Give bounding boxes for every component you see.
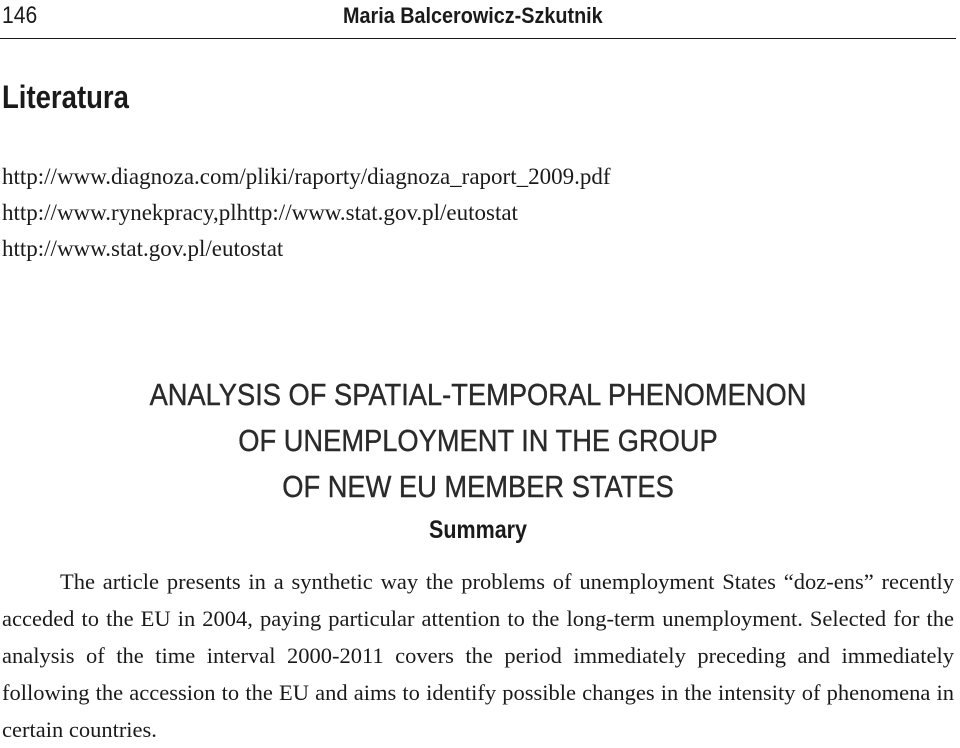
- reference-item: http://www.rynekpracy,plhttp://www.stat.gov.pl/eutostat: [2, 200, 518, 225]
- reference-list: [2, 159, 611, 267]
- literature-heading: Literatura: [2, 79, 129, 115]
- article-title-line: ANALYSIS OF SPATIAL-TEMPORAL PHENOMENON: [149, 377, 807, 412]
- article-title-line: OF UNEMPLOYMENT IN THE GROUP: [238, 423, 718, 458]
- page-number: 146: [2, 2, 38, 29]
- running-head-author: Maria Balcerowicz-Szkutnik: [343, 3, 603, 28]
- article-title: [0, 372, 956, 510]
- reference-item: http://www.diagnoza.com/pliki/raporty/diagnoza_raport_2009.pdf: [2, 164, 611, 189]
- summary-paragraph: The article presents in a synthetic way the problems of unemployment States “doz-ens” recently acceded to the EU in 2004, paying particular attention to the long-term unemployment. Selected for the analysis of the time interval 2000-2011 covers the period immediately preceding and immediately following the accession to the EU and aims to identify possible changes in the intensity of phenomena in certain countries.: [2, 569, 954, 742]
- article-title-line: OF NEW EU MEMBER STATES: [282, 469, 674, 504]
- running-header: [0, 0, 956, 39]
- reference-item: http://www.stat.gov.pl/eutostat: [2, 236, 284, 261]
- summary-heading: Summary: [428, 516, 527, 544]
